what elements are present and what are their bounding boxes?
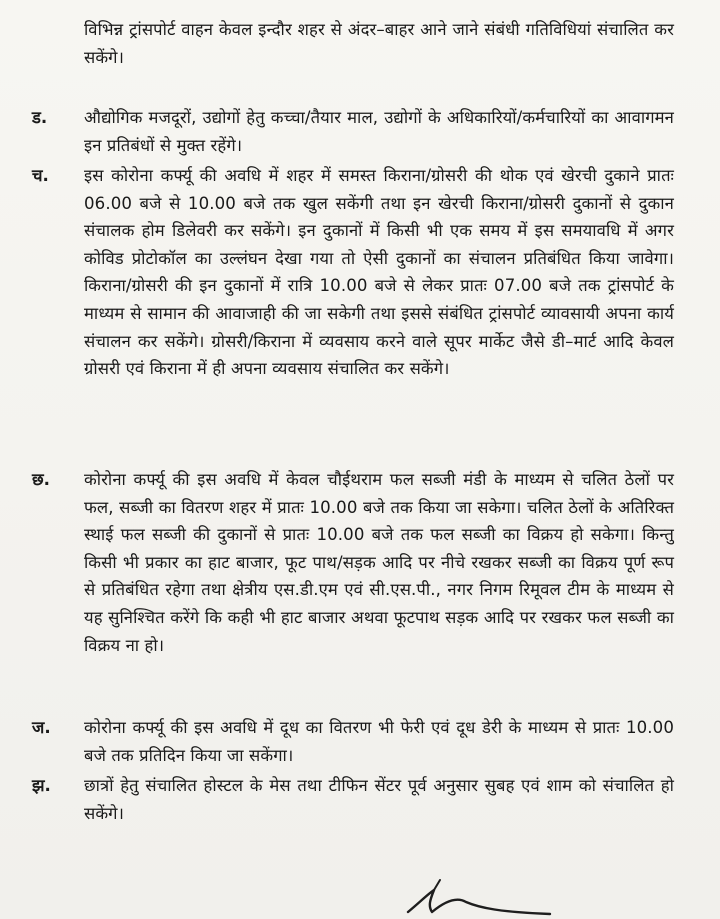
item-text: कोरोना कर्फ्यू की इस अवधि में दूध का वितरण भी फेरी एवं दूध डेरी के माध्यम से प्रातः 10.00 बजे तक प्रतिदिन किया जा सकेंगा। — [84, 718, 674, 765]
item-marker: झ. — [32, 776, 51, 795]
item-text: कोरोना कर्फ्यू की इस अवधि में केवल चौईथराम फल सब्जी मंडी के माध्यम से चलित ठेलों पर फल, सब्जी का वितरण शहर में प्रातः 10.00 बजे तक किया जा सकेगा। चलित ठेलों के अतिरिक्त स्थाई फल सब्जी की दुकानों से प्रातः 10.00 बजे तक फल सब्जी का विक्रय हो सकेगा। किन्तु किसी भी प्रकार का हाट बाजार, फूट पाथ/सड़क आदि पर नीचे रखकर सब्जी का विक्रय पूर्ण रूप से प्रतिबंधित रहेगा तथा क्षेत्रीय एस.डी.एम एवं सी.एस.पी., नगर निगम रिमूवल टीम के माध्यम से यह सुनिश्चित करेंगे कि कही भी हाट बाजार अथवा फूटपाथ सड़क आदि पर रखकर फल सब्जी का विक्रय ना हो। — [84, 470, 674, 655]
item-marker: छ. — [32, 470, 50, 489]
item-text: औद्योगिक मजदूरों, उद्योगों हेतु कच्चा/तैयार माल, उद्योगों के अधिकारियों/कर्मचारियों का आवागमन इन प्रतिबंधों से मुक्त रहेंगे। — [84, 108, 674, 155]
item-marker: च. — [32, 166, 49, 185]
item-text: इस कोरोना कर्फ्यू की अवधि में शहर में समस्त किराना/ग्रोसरी की थोक एवं खेरची दुकाने प्रातः 06.00 बजे से 10.00 बजे तक खुल सकेंगी तथा इन खेरची किराना/ग्रोसरी दुकानों से दुकान संचालक होम डिलेवरी कर सकेंगे। इन दुकानों में किसी भी एक समय में इस समयावधि में अगर कोविड प्रोटोकॉल का उल्लंघन देखा गया तो ऐसी दुकानों का संचालन प्रतिबंधित किया जावेगा। किराना/ग्रोसरी की इन दुकानों में रात्रि 10.00 बजे से लेकर प्रातः 07.00 बजे तक ट्रांसपोर्ट के माध्यम से सामान की आवाजाही की जा सकेगी तथा इससे संबंधित ट्रांसपोर्ट व्यावसायी अपना कार्य संचालन कर सकेंगे। ग्रोसरी/किराना में व्यवसाय करने वाले सूपर मार्केट जैसे डी–मार्ट आदि केवल ग्रोसरी एवं किराना में ही अपना व्यवसाय संचालित कर सकेंगे। — [84, 166, 674, 379]
item-marker: ज. — [32, 718, 51, 737]
item-text: छात्रों हेतु संचालित होस्टल के मेस तथा टीफिन सेंटर पूर्व अनुसार सुबह एवं शाम को संचालित हो सकेंगे। — [84, 776, 674, 823]
continuation-paragraph: विभिन्न ट्रांसपोर्ट वाहन केवल इन्दौर शहर से अंदर–बाहर आने जाने संबंधी गतिविधियां संचालित कर सकेंगे। — [84, 20, 674, 67]
item-marker: ड. — [32, 108, 48, 127]
signature-mark — [400, 872, 560, 919]
